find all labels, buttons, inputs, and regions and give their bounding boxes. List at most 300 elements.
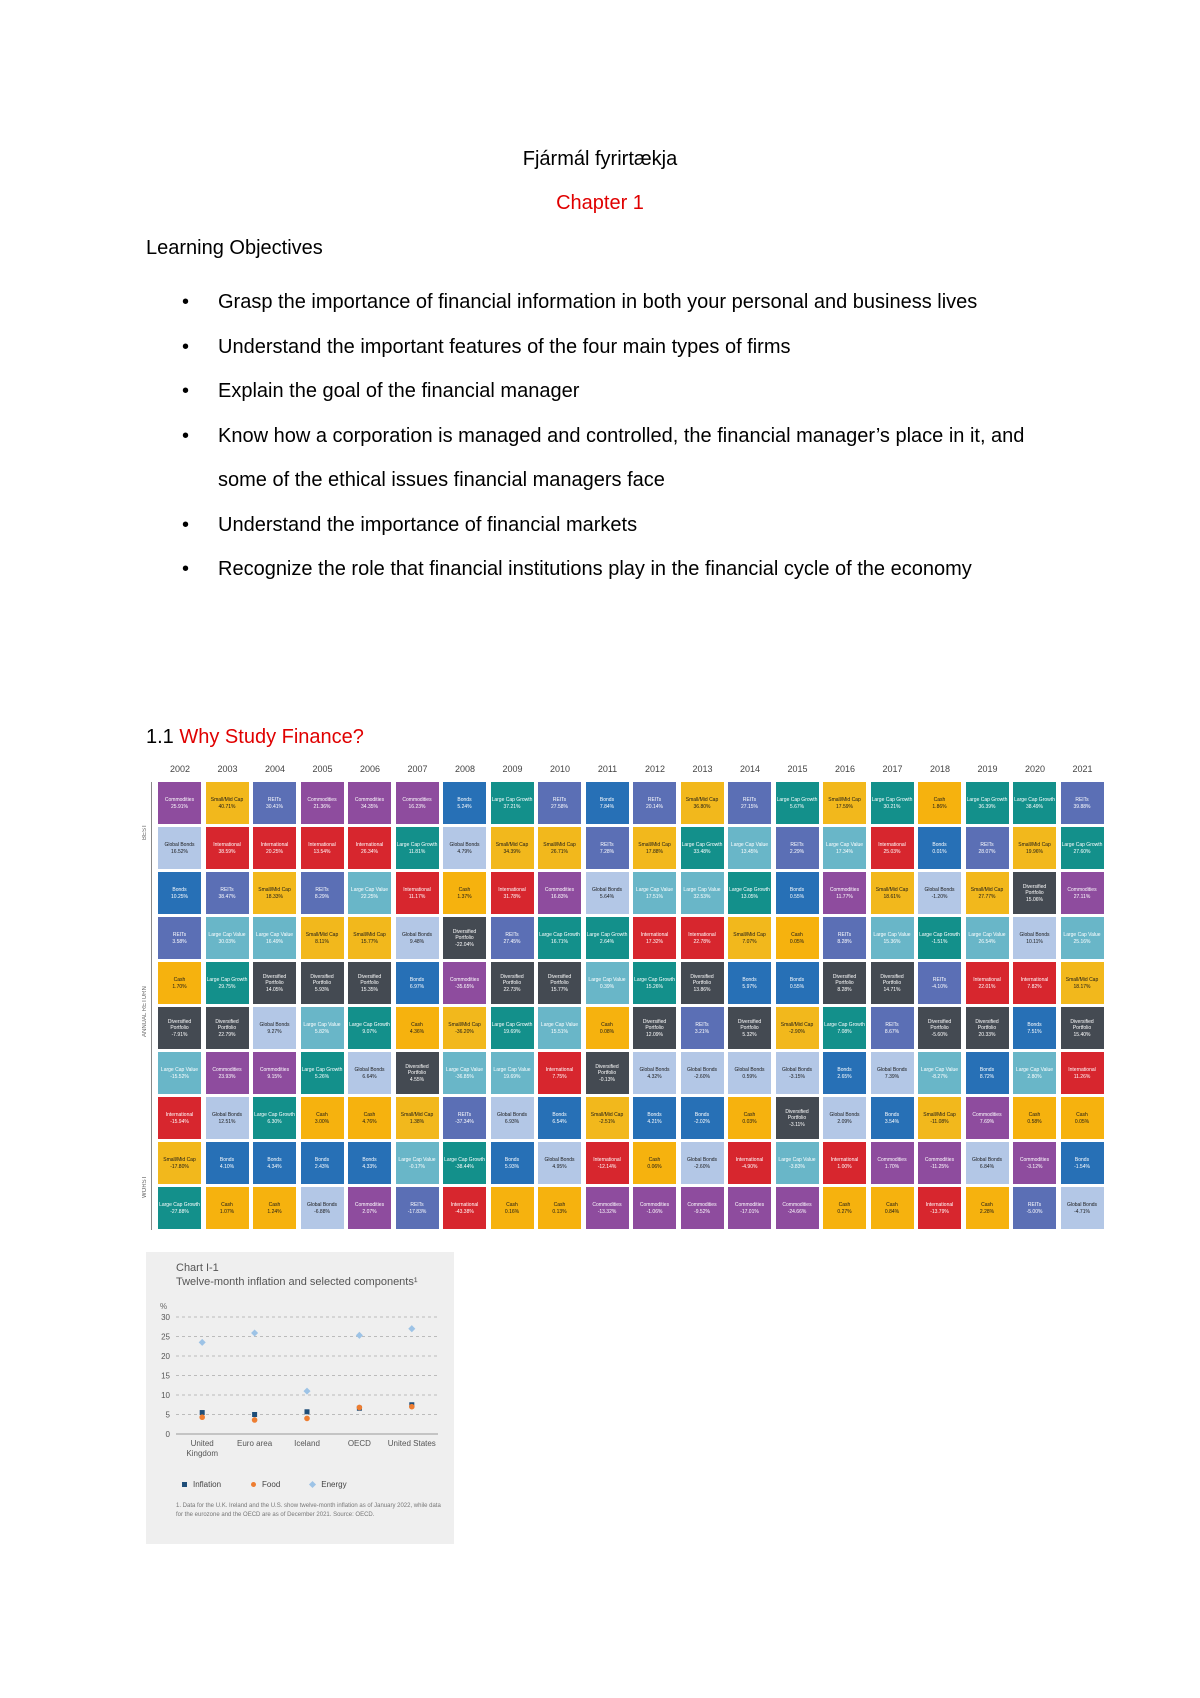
- return-cell: [1061, 1007, 1104, 1049]
- asset-class-label: Commodities: [972, 1111, 1002, 1118]
- year-header-row: [148, 764, 1108, 778]
- return-value: 0.01%: [932, 848, 947, 855]
- return-value: 29.75%: [218, 983, 236, 990]
- return-value: -4.71%: [1074, 1208, 1090, 1215]
- energy-point: [251, 1329, 258, 1336]
- return-value: -2.02%: [694, 1118, 710, 1125]
- return-value: 4.32%: [647, 1073, 662, 1080]
- return-value: 18.17%: [1073, 983, 1091, 990]
- asset-class-label: Global Bonds: [971, 1156, 1003, 1163]
- asset-class-label: Bonds: [979, 1066, 995, 1073]
- energy-point: [199, 1339, 206, 1346]
- return-cell: [728, 962, 771, 1004]
- return-value: -1.06%: [646, 1208, 663, 1215]
- food-point: [304, 1416, 310, 1422]
- return-cell: [776, 1187, 819, 1229]
- return-value: 0.27%: [837, 1208, 852, 1215]
- return-value: 39.88%: [1073, 803, 1091, 810]
- asset-class-label: Large Cap Growth: [301, 1066, 343, 1073]
- return-cell: [158, 827, 201, 869]
- asset-class-label: Small/Mid Cap: [875, 886, 909, 893]
- return-cell: [491, 917, 534, 959]
- asset-class-label: Global Bonds: [1066, 1201, 1098, 1208]
- asset-class-label: Diversified Portfolio: [452, 928, 477, 941]
- return-cell: [633, 1187, 676, 1229]
- asset-class-label: Large Cap Growth: [254, 1111, 295, 1118]
- return-value: 1.37%: [457, 893, 472, 900]
- return-value: 12.09%: [646, 1031, 663, 1038]
- return-cell: [776, 782, 819, 824]
- return-value: 30.41%: [266, 803, 283, 810]
- return-cell: [206, 827, 249, 869]
- asset-class-label: Global Bonds: [259, 1021, 290, 1028]
- return-cell: [871, 1052, 914, 1094]
- return-value: 15.77%: [361, 938, 378, 945]
- asset-class-label: Bonds: [362, 1156, 377, 1163]
- return-cell: [871, 917, 914, 959]
- asset-class-label: Bonds: [932, 841, 947, 848]
- return-cell: [158, 1007, 201, 1049]
- return-cell: [348, 1097, 391, 1139]
- return-value: 15.35%: [361, 986, 378, 993]
- asset-class-label: REITs: [790, 841, 804, 848]
- asset-class-label: Large Cap Value: [683, 886, 721, 893]
- return-cell: [823, 872, 866, 914]
- return-cell: [681, 962, 724, 1004]
- return-value: 0.59%: [742, 1073, 757, 1080]
- asset-class-label: Cash: [553, 1201, 566, 1208]
- asset-class-label: Large Cap Growth: [966, 796, 1008, 803]
- return-cell: [918, 1142, 961, 1184]
- asset-class-label: Global Bonds: [496, 1111, 528, 1118]
- return-cell: [728, 1052, 771, 1094]
- return-cell: [301, 917, 344, 959]
- asset-class-label: International: [498, 886, 526, 893]
- return-cell: [633, 1007, 676, 1049]
- return-value: 6.64%: [362, 1073, 377, 1080]
- return-value: 13.05%: [741, 893, 758, 900]
- return-value: 4.76%: [362, 1118, 377, 1125]
- return-cell: [633, 917, 676, 959]
- list-item: • Explain the goal of the financial manager: [146, 369, 1076, 414]
- asset-class-label: Bonds: [599, 796, 615, 803]
- asset-class-label: Commodities: [354, 1201, 385, 1208]
- return-value: -1.51%: [931, 938, 948, 945]
- return-cell: [1013, 1097, 1056, 1139]
- return-value: 9.48%: [409, 938, 425, 945]
- return-value: 0.84%: [884, 1208, 900, 1215]
- return-value: 7.84%: [599, 803, 615, 810]
- return-value: -38.44%: [455, 1163, 474, 1170]
- asset-class-label: Small/Mid Cap: [1018, 841, 1051, 848]
- y-tick-label: 15: [161, 1371, 170, 1381]
- return-cell: [491, 782, 534, 824]
- return-cell: [823, 1007, 866, 1049]
- y-tick-label: 25: [161, 1332, 170, 1342]
- asset-class-label: REITs: [220, 886, 234, 893]
- y-tick-label: 20: [161, 1352, 170, 1361]
- asset-class-label: Small/Mid Cap: [210, 796, 244, 803]
- asset-class-label: Diversified Portfolio: [975, 1018, 999, 1031]
- asset-class-label: Large Cap Growth: [586, 931, 628, 938]
- return-cell: [538, 782, 581, 824]
- return-cell: [871, 872, 914, 914]
- asset-class-label: Large Cap Growth: [396, 841, 438, 848]
- asset-class-label: International: [925, 1201, 954, 1208]
- asset-class-label: REITs: [600, 841, 614, 848]
- asset-class-label: Bonds: [742, 976, 757, 983]
- asset-class-label: International: [403, 886, 431, 893]
- return-value: 11.17%: [408, 893, 426, 900]
- asset-class-label: International: [260, 841, 289, 848]
- return-value: 1.24%: [267, 1208, 282, 1215]
- return-cell: [301, 962, 344, 1004]
- return-value: 8.72%: [979, 1073, 995, 1080]
- return-value: -7.91%: [171, 1031, 188, 1038]
- return-cell: [681, 917, 724, 959]
- return-cell: [776, 872, 819, 914]
- return-cell: [396, 1187, 439, 1229]
- return-value: 27.77%: [978, 893, 996, 900]
- asset-class-label: Commodities: [307, 796, 337, 803]
- asset-class-label: Diversified Portfolio: [547, 973, 572, 986]
- return-cell: [301, 782, 344, 824]
- document-title: Fjármál fyrirtækja: [522, 148, 678, 170]
- asset-class-label: Small/Mid Cap: [305, 931, 339, 938]
- asset-class-label: Diversified Portfolio: [167, 1018, 192, 1031]
- return-value: 22.78%: [693, 938, 711, 945]
- asset-class-label: Diversified Portfolio: [595, 1063, 619, 1076]
- bullet-icon: •: [182, 335, 190, 358]
- asset-class-label: Large Cap Value: [160, 1066, 199, 1073]
- asset-class-label: Bonds: [647, 1111, 662, 1118]
- return-cell: [681, 1052, 724, 1094]
- return-value: 26.54%: [978, 938, 996, 945]
- return-value: 2.43%: [314, 1163, 330, 1170]
- return-value: 36.39%: [978, 803, 996, 810]
- chart-legend: [182, 1480, 442, 1489]
- asset-class-label: Large Cap Growth: [206, 976, 248, 983]
- asset-class-label: Diversified Portfolio: [500, 973, 524, 986]
- return-cell: [396, 827, 439, 869]
- y-tick-label: 10: [161, 1391, 170, 1400]
- legend-item: [182, 1480, 221, 1489]
- return-value: 38.47%: [218, 893, 236, 900]
- return-cell: [1013, 962, 1056, 1004]
- return-value: 20.14%: [646, 803, 663, 810]
- return-value: 19.69%: [503, 1028, 521, 1035]
- return-cell: [871, 1142, 914, 1184]
- return-value: 1.07%: [219, 1208, 235, 1215]
- return-value: 0.13%: [552, 1208, 567, 1215]
- return-value: 30.21%: [883, 803, 901, 810]
- year-label: 2016: [834, 764, 856, 774]
- year-label: 2019: [977, 764, 998, 774]
- bullet-icon: •: [182, 424, 190, 447]
- return-cell: [348, 1052, 391, 1094]
- asset-class-label: Diversified Portfolio: [215, 1018, 239, 1031]
- return-value: 23.93%: [218, 1073, 236, 1080]
- return-cell: [918, 1097, 961, 1139]
- year-label: 2005: [312, 764, 333, 774]
- asset-class-label: Commodities: [687, 1201, 717, 1208]
- asset-class-label: International: [640, 931, 669, 938]
- return-cell: [253, 872, 296, 914]
- return-value: 9.07%: [362, 1028, 377, 1035]
- return-cell: [1013, 1142, 1056, 1184]
- legend-swatch-icon: [251, 1482, 256, 1487]
- return-value: 7.07%: [742, 938, 757, 945]
- return-value: 7.69%: [979, 1118, 995, 1125]
- return-cell: [491, 1142, 534, 1184]
- asset-class-label: Global Bonds: [401, 931, 433, 938]
- return-cell: [823, 782, 866, 824]
- food-point: [199, 1414, 205, 1420]
- asset-class-label: Small/Mid Cap: [780, 1021, 814, 1028]
- return-value: 27.11%: [1073, 893, 1091, 900]
- asset-class-label: Bonds: [457, 796, 472, 803]
- return-cell: [966, 1187, 1009, 1229]
- asset-class-label: Commodities: [544, 886, 575, 893]
- return-value: 20.33%: [978, 1031, 996, 1038]
- asset-class-label: Large Cap Growth: [491, 796, 533, 803]
- return-value: 3.58%: [172, 938, 187, 945]
- asset-class-label: Large Cap Growth: [159, 1201, 200, 1208]
- return-value: 7.28%: [599, 848, 615, 855]
- asset-class-label: Cash: [268, 1201, 281, 1208]
- return-cell: [538, 917, 581, 959]
- return-value: 5.82%: [314, 1028, 330, 1035]
- return-cell: [871, 962, 914, 1004]
- return-cell: [1013, 1052, 1056, 1094]
- return-value: 0.06%: [647, 1163, 662, 1170]
- asset-class-label: REITs: [695, 1021, 709, 1028]
- return-value: 2.07%: [362, 1208, 377, 1215]
- return-cell: [681, 782, 724, 824]
- return-cell: [776, 827, 819, 869]
- return-cell: [966, 827, 1009, 869]
- return-value: -2.51%: [599, 1118, 615, 1125]
- asset-class-label: Large Cap Value: [445, 1066, 484, 1073]
- asset-class-label: Cash: [838, 1201, 851, 1208]
- return-value: 38.49%: [1026, 803, 1043, 810]
- asset-class-label: REITs: [885, 1021, 899, 1028]
- return-cell: [301, 1007, 344, 1049]
- asset-class-label: Small/Mid Cap: [733, 931, 766, 938]
- return-cell: [253, 1187, 296, 1229]
- return-value: -4.10%: [931, 983, 948, 990]
- return-value: 7.75%: [552, 1073, 567, 1080]
- return-value: 5.93%: [504, 1163, 520, 1170]
- asset-class-label: Large Cap Value: [730, 841, 769, 848]
- return-cell: [301, 1187, 344, 1229]
- return-value: 1.38%: [409, 1118, 425, 1125]
- return-value: 7.39%: [884, 1073, 900, 1080]
- return-value: -2.60%: [694, 1073, 710, 1080]
- return-value: 21.36%: [313, 803, 331, 810]
- year-label: 2009: [502, 764, 523, 774]
- return-value: 40.71%: [218, 803, 236, 810]
- year-label: 2008: [454, 764, 476, 774]
- return-cell: [396, 1007, 439, 1049]
- asset-class-label: Large Cap Value: [635, 886, 674, 893]
- return-value: -3.15%: [789, 1073, 805, 1080]
- return-cell: [918, 962, 961, 1004]
- list-item: • Understand the important features of the four main types of firms: [146, 325, 1076, 370]
- asset-class-label: REITs: [742, 796, 757, 803]
- food-point: [409, 1404, 415, 1410]
- y-tick-label: 0: [165, 1430, 170, 1439]
- chart-title: Chart I-1: [176, 1262, 219, 1274]
- return-value: 33.48%: [693, 848, 711, 855]
- learning-objectives-list: [146, 280, 1076, 592]
- return-cell: [1061, 827, 1104, 869]
- asset-class-label: Small/Mid Cap: [353, 931, 386, 938]
- return-value: 27.45%: [503, 938, 521, 945]
- year-label: 2021: [1072, 764, 1093, 774]
- asset-class-label: REITs: [932, 976, 947, 983]
- return-cell: [823, 917, 866, 959]
- return-value: 9.15%: [267, 1073, 282, 1080]
- asset-class-label: Large Cap Value: [588, 976, 626, 983]
- return-value: 4.10%: [219, 1163, 235, 1170]
- return-cell: [1061, 872, 1104, 914]
- return-cell: [1061, 1052, 1104, 1094]
- asset-class-label: Diversified Portfolio: [262, 973, 287, 986]
- asset-class-label: Large Cap Value: [350, 886, 389, 893]
- return-cell: [728, 872, 771, 914]
- return-value: 22.01%: [978, 983, 996, 990]
- year-label: 2004: [264, 764, 286, 774]
- return-cell: [1013, 1007, 1056, 1049]
- return-value: 4.33%: [362, 1163, 377, 1170]
- return-value: 4.55%: [409, 1076, 425, 1083]
- return-cell: [681, 1097, 724, 1139]
- return-value: 27.60%: [1073, 848, 1091, 855]
- return-cell: [1061, 962, 1104, 1004]
- legend-label: Food: [262, 1480, 281, 1489]
- asset-class-label: Global Bonds: [686, 1156, 718, 1163]
- return-cell: [1061, 917, 1104, 959]
- return-cell: [443, 1097, 486, 1139]
- return-value: 1.70%: [884, 1163, 900, 1170]
- asset-class-label: Global Bonds: [164, 841, 195, 848]
- asset-class-label: Commodities: [164, 796, 195, 803]
- return-value: 37.21%: [503, 803, 521, 810]
- return-cell: [348, 1187, 391, 1229]
- return-value: 5.67%: [789, 803, 805, 810]
- return-cell: [633, 1142, 676, 1184]
- asset-class-label: Bonds: [837, 1066, 852, 1073]
- asset-class-label: Diversified Portfolio: [737, 1018, 762, 1031]
- return-cell: [158, 1097, 201, 1139]
- return-value: 6.84%: [979, 1163, 995, 1170]
- asset-class-label: Small/Mid Cap: [163, 1156, 196, 1163]
- return-cell: [1061, 1142, 1104, 1184]
- return-value: 8.11%: [315, 938, 329, 945]
- return-cell: [348, 962, 391, 1004]
- return-cell: [966, 1097, 1009, 1139]
- asset-class-label: Large Cap Value: [303, 1021, 341, 1028]
- return-value: 7.82%: [1027, 983, 1042, 990]
- return-value: -4.90%: [741, 1163, 758, 1170]
- return-cell: [633, 962, 676, 1004]
- return-cell: [728, 1187, 771, 1229]
- return-value: 17.59%: [836, 803, 853, 810]
- asset-class-label: Bonds: [789, 886, 805, 893]
- return-value: 18.61%: [883, 893, 901, 900]
- return-value: 6.54%: [552, 1118, 567, 1125]
- return-value: 6.93%: [504, 1118, 520, 1125]
- inflation-point: [252, 1412, 257, 1417]
- y-tick-label: 30: [161, 1313, 170, 1322]
- return-cell: [823, 1052, 866, 1094]
- asset-class-label: Large Cap Value: [968, 931, 1006, 938]
- asset-class-label: Bonds: [1074, 1156, 1090, 1163]
- asset-class-label: Cash: [363, 1111, 376, 1118]
- return-cell: [586, 827, 629, 869]
- asset-class-label: Global Bonds: [639, 1066, 670, 1073]
- asset-class-label: Small/Mid Cap: [448, 1021, 481, 1028]
- return-cell: [918, 872, 961, 914]
- return-cell: [253, 917, 296, 959]
- return-cell: [586, 872, 629, 914]
- asset-class-label: Small/Mid Cap: [543, 841, 576, 848]
- return-value: 2.65%: [837, 1073, 852, 1080]
- return-cell: [823, 962, 866, 1004]
- return-cell: [1013, 827, 1056, 869]
- asset-class-label: REITs: [552, 796, 567, 803]
- return-cell: [491, 1007, 534, 1049]
- return-cell: [301, 1052, 344, 1094]
- legend-label: Inflation: [193, 1480, 222, 1489]
- return-value: 5.26%: [314, 1073, 330, 1080]
- return-value: 17.32%: [646, 938, 663, 945]
- return-cell: [253, 827, 296, 869]
- food-point: [357, 1405, 363, 1411]
- return-value: 0.58%: [1027, 1118, 1042, 1125]
- return-value: 25.16%: [1073, 938, 1091, 945]
- asset-class-label: Cash: [221, 1201, 233, 1208]
- asset-class-label: Diversified Portfolio: [405, 1063, 429, 1076]
- return-cell: [633, 1097, 676, 1139]
- list-item: • Know how a corporation is managed and controlled, the financial manager’s place in it, and some of the ethical issues financial managers face: [146, 414, 1076, 503]
- asset-class-label: REITs: [980, 841, 994, 848]
- return-value: -13.32%: [597, 1208, 617, 1215]
- return-cell: [396, 782, 439, 824]
- asset-class-label: Small/Mid Cap: [400, 1111, 434, 1118]
- return-value: -9.52%: [694, 1208, 710, 1215]
- return-cell: [586, 1187, 629, 1229]
- asset-class-label: Global Bonds: [544, 1156, 575, 1163]
- y-tick-label: 5: [165, 1410, 170, 1420]
- return-cell: [586, 782, 629, 824]
- asset-class-label: Cash: [743, 1111, 756, 1118]
- asset-class-label: International: [830, 1156, 859, 1163]
- asset-class-label: Large Cap Growth: [824, 1021, 865, 1028]
- return-cell: [586, 1142, 629, 1184]
- return-value: 2.09%: [837, 1118, 852, 1125]
- return-cell: [396, 872, 439, 914]
- asset-class-label: Diversified Portfolio: [310, 973, 334, 986]
- asset-class-label: Cash: [458, 886, 471, 893]
- asset-class-label: Large Cap Value: [255, 931, 294, 938]
- return-cell: [491, 1052, 534, 1094]
- return-value: 1.86%: [932, 803, 947, 810]
- asset-class-label: Large Cap Growth: [634, 976, 675, 983]
- return-value: 0.08%: [599, 1028, 615, 1035]
- return-cell: [918, 917, 961, 959]
